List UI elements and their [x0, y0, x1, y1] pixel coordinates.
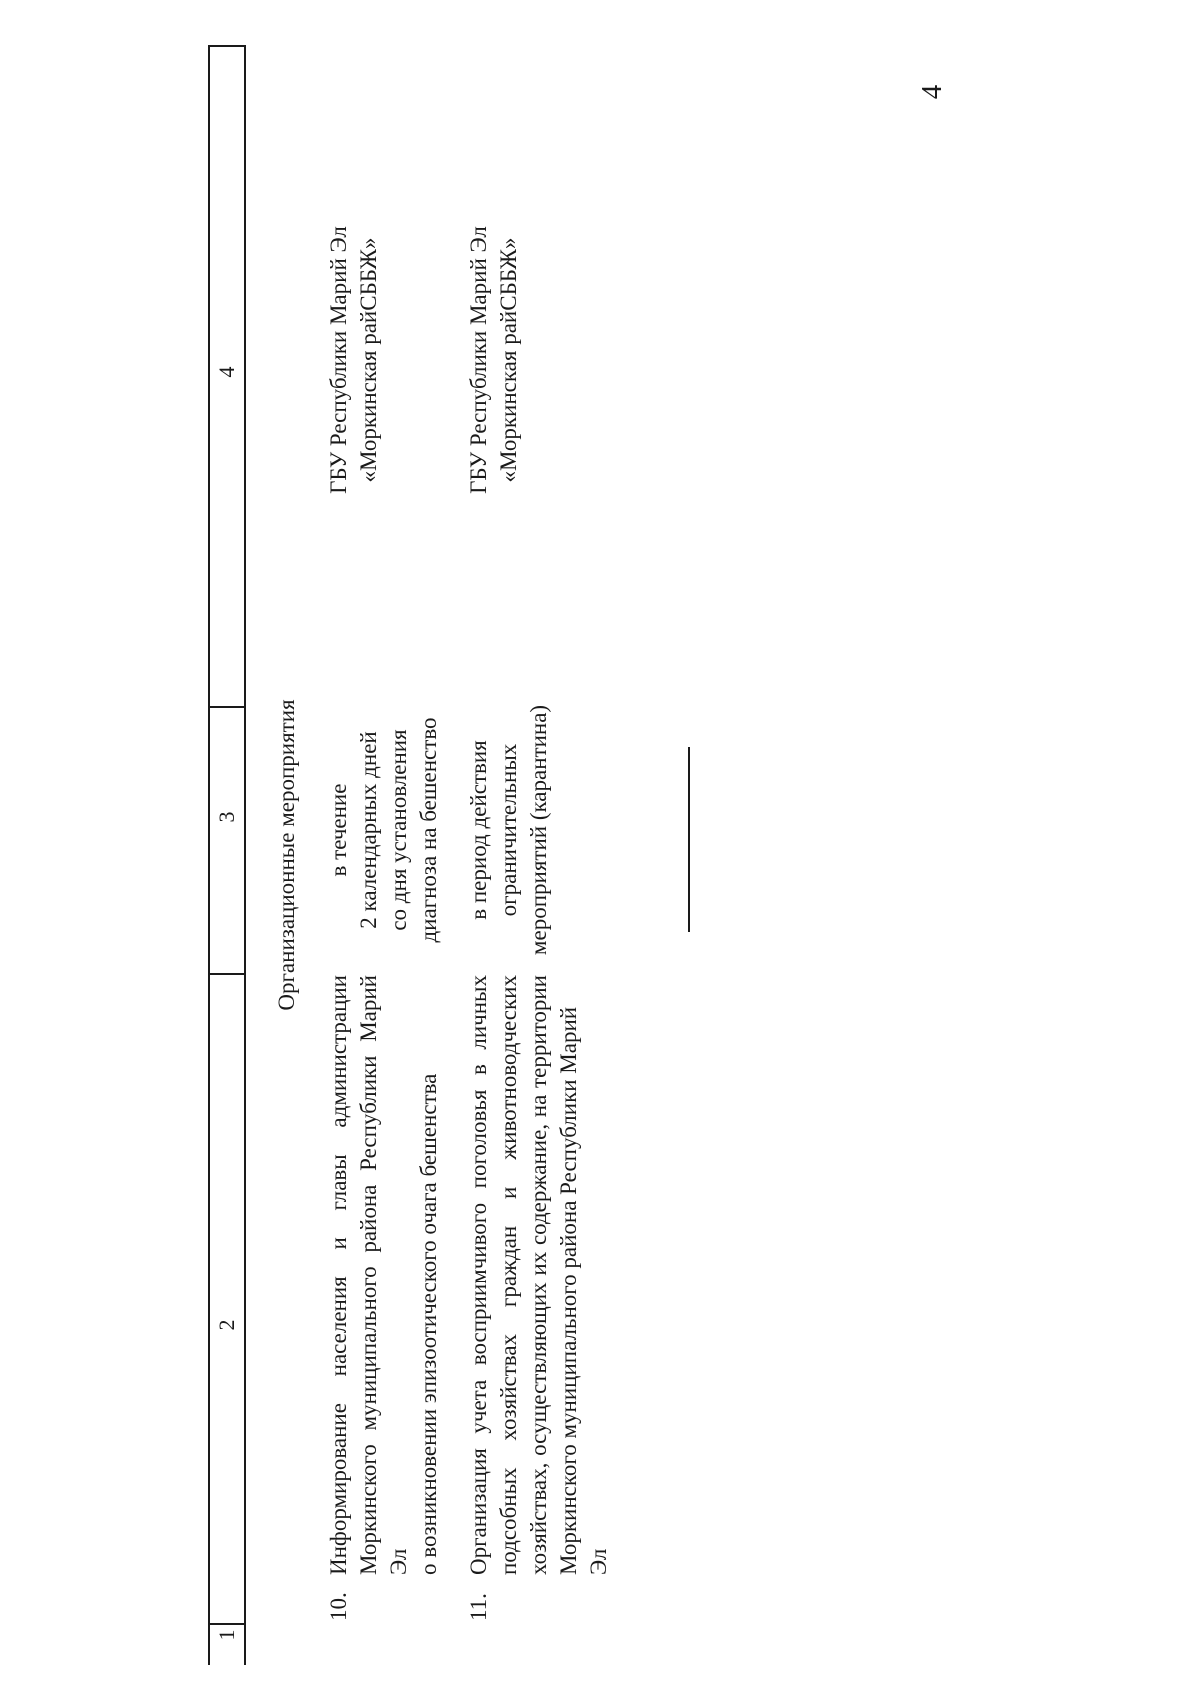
row-10-deadline-line-3: со дня установления — [386, 729, 411, 931]
table-top-border — [208, 45, 210, 1665]
row-10-deadline-line-1: в течение — [326, 783, 351, 877]
row-10-measure-line-3: о возникновении эпизоотического очага бешенства — [416, 1073, 441, 1575]
row-10-measure — [324, 975, 444, 1575]
page-number: 4 — [915, 84, 948, 100]
row-11-deadline — [464, 690, 554, 970]
rotated-table-sheet — [208, 45, 1008, 1665]
row-10-deadline — [324, 690, 444, 970]
row-10-responsible — [324, 220, 384, 500]
closing-rule — [688, 747, 690, 932]
row-11-measure-line-4: Моркинского муниципального района Республики Марий Эл — [556, 1006, 611, 1575]
col-separator-3 — [208, 706, 246, 708]
table-header-bottom-border — [244, 45, 246, 1665]
row-10-deadline-line-4: диагноза на бешенство — [416, 717, 441, 943]
row-number-11: 11. — [466, 1593, 491, 1621]
column-number-2: 2 — [214, 1319, 239, 1331]
row-11-responsible-line-1: ГБУ Республики Марий Эл — [466, 226, 491, 494]
row-10-measure-line-2: Моркинского муниципального района Республики Марий Эл — [356, 975, 411, 1575]
row-10-responsible-line-2: «Моркинская райСББЖ» — [356, 237, 381, 483]
col-separator-4 — [208, 45, 246, 47]
col-separator-2 — [208, 973, 246, 975]
row-11-measure-line-2: подсобных хозяйствах граждан и животноводческих — [496, 975, 521, 1575]
row-number-10: 10. — [326, 1592, 351, 1621]
column-number-4: 4 — [214, 366, 239, 378]
row-10-responsible-line-1: ГБУ Республики Марий Эл — [326, 226, 351, 494]
row-10-measure-line-1: Информирование населения и главы администрации — [326, 975, 351, 1575]
column-number-1: 1 — [214, 1629, 239, 1641]
row-10-deadline-line-2: 2 календарных дней — [356, 731, 381, 929]
row-11-measure — [464, 975, 614, 1575]
row-11-measure-line-1: Организация учета восприимчивого поголовья в личных — [466, 975, 491, 1575]
row-11-responsible — [464, 220, 524, 500]
row-11-responsible-line-2: «Моркинская райСББЖ» — [496, 237, 521, 483]
column-number-3: 3 — [214, 811, 239, 823]
row-11-deadline-line-2: ограничительных — [496, 743, 521, 917]
section-title: Организационные мероприятия — [274, 699, 299, 1011]
row-11-deadline-line-1: в период действия — [466, 740, 491, 920]
row-11-measure-line-3: хозяйствах, осуществляющих их содержание, на территории — [526, 975, 551, 1575]
row-11-deadline-line-3: мероприятий (карантина) — [526, 704, 551, 956]
